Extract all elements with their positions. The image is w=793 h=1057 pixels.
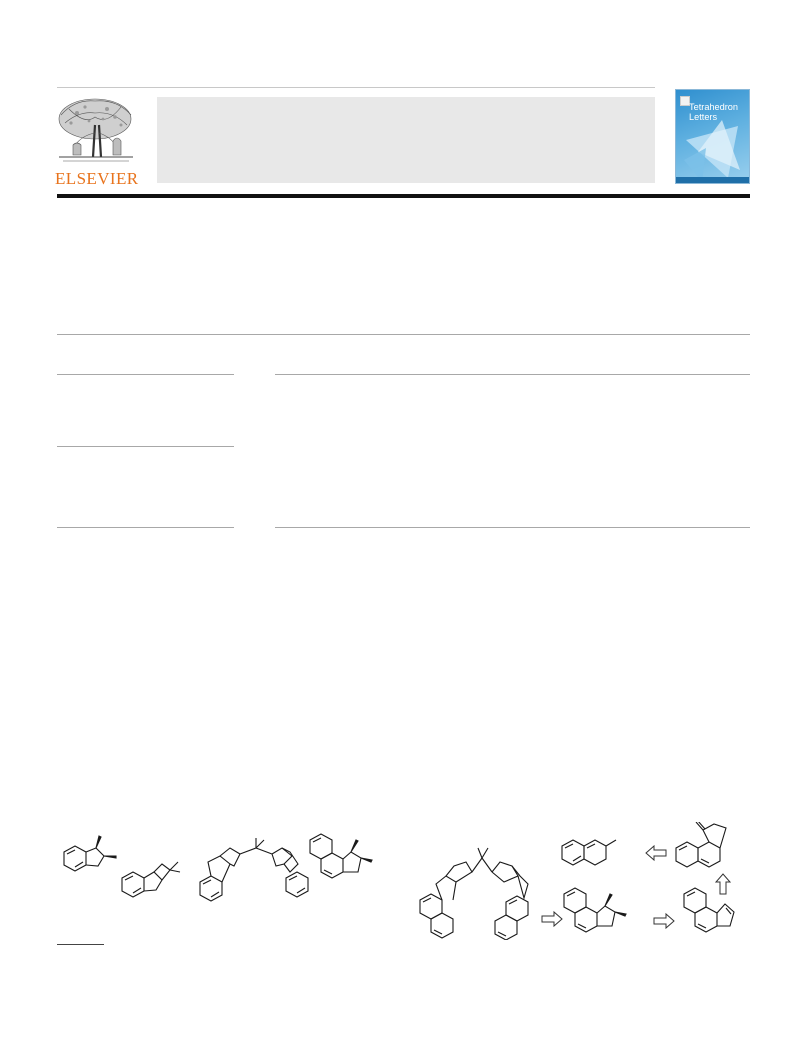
- article-info-rule-1: [57, 374, 234, 375]
- molecule-2-methylnaphthalene: [562, 840, 616, 865]
- elsevier-tree-icon: [55, 95, 137, 169]
- journal-banner: [157, 97, 655, 183]
- molecule-benzindanol: [564, 888, 626, 932]
- molecule-benzindane-aminoalcohol: [310, 834, 372, 878]
- molecule-benzindane-bisoxazoline: [420, 848, 528, 940]
- publisher-logo-text: ELSEVIER: [55, 169, 139, 188]
- molecule-benzindanone: [676, 822, 726, 867]
- journal-cover[interactable]: [675, 89, 750, 184]
- molecule-aminoindanol: [64, 836, 116, 871]
- cover-title-line1: Tetrahedron: [689, 102, 739, 112]
- arrow-up-icon: [716, 874, 730, 894]
- molecule-indane-oxazolidine: [122, 862, 180, 897]
- header-thick-rule: [57, 194, 750, 198]
- footnote-rule: [57, 944, 104, 945]
- article-info-rule-3: [57, 527, 234, 528]
- molecule-indane-bisoxazoline: [200, 838, 308, 901]
- cover-title: [689, 102, 750, 122]
- header-top-rule: [57, 87, 655, 88]
- arrow-right-icon: [654, 914, 674, 928]
- figure-scheme: [58, 822, 758, 940]
- abstract-rule-bottom: [275, 527, 750, 528]
- molecule-benzindene: [684, 888, 734, 932]
- publisher-logo[interactable]: [55, 95, 139, 188]
- cover-title-line2: Letters: [689, 112, 718, 122]
- abstract-top-rule: [57, 334, 750, 335]
- arrow-right-icon: [542, 912, 562, 926]
- abstract-rule-top: [275, 374, 750, 375]
- article-info-rule-2: [57, 446, 234, 447]
- arrow-left-icon: [646, 846, 666, 860]
